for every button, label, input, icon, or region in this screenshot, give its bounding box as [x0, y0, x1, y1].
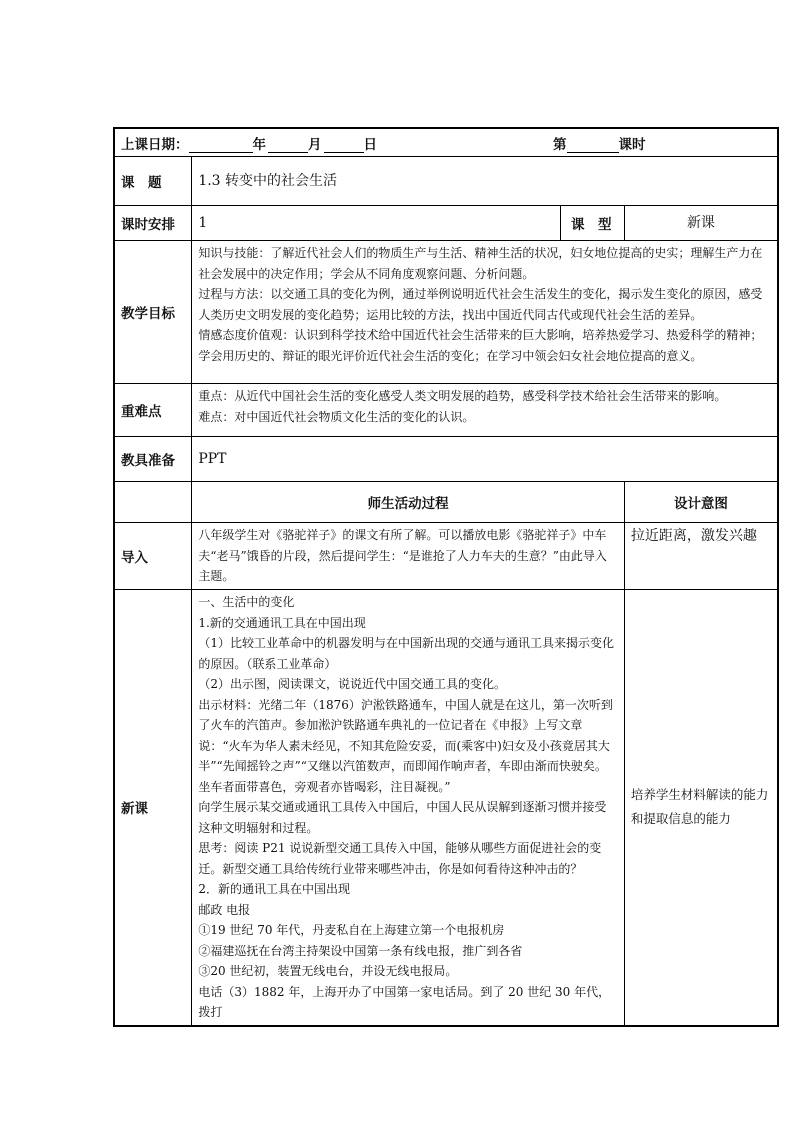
- lesson-line: 一、生活中的变化: [198, 595, 295, 609]
- key-points-label: 重难点: [114, 384, 192, 437]
- key-points-cell: [192, 384, 778, 437]
- key-point: 重点：从近代中国社会生活的变化感受人类文明发展的趋势，感受科学技术给社会生活带来的影响。: [198, 389, 727, 403]
- intent-header: 设计意图: [624, 482, 778, 523]
- type-label: 课 型: [561, 206, 625, 241]
- lesson-line: 2．新的通讯工具在中国出现: [198, 882, 350, 896]
- process-header-row: [114, 482, 778, 523]
- month-blank: [268, 138, 308, 153]
- activity-header: 师生活动过程: [192, 482, 625, 523]
- lesson-line: ②福建巡抚在台湾主持架设中国第一条有线电报，推广到各省: [198, 943, 523, 958]
- topic-label: 课 题: [114, 157, 192, 206]
- period-prefix: 第: [553, 136, 567, 153]
- new-lesson-row: [114, 590, 778, 1026]
- period-suffix: 课时: [618, 136, 646, 153]
- new-lesson-cell: [192, 590, 625, 1026]
- lesson-line: 出示材料：光绪二年（1876）沪淞铁路通车，中国人就是在这儿，第一次听到了火车的汽笛声。参加淞沪铁路通车典礼的一位记者在《申报》上写文章说：“火车为华人素未经见，不知其危险安妥，而(乘客中)妇女及小孩竟居其大半”“先闻摇铃之声”“又继以汽笛数声，而即闻作响声者，车即由渐而快驶矣。坐车者面带喜色，旁观者亦皆喝彩，注目凝视。”: [198, 697, 613, 794]
- materials-label: 教具准备: [114, 437, 192, 482]
- difficult-point: 难点：对中国近代社会物质文化生活的变化的认识。: [198, 409, 475, 424]
- lesson-line: 邮政 电报: [198, 902, 251, 917]
- month-label: 月: [308, 136, 322, 153]
- lesson-line: 向学生展示某交通或通讯工具传入中国后，中国人民从误解到逐渐习惯并接受这种文明辐射和过程。: [198, 800, 607, 835]
- intro-intent: 拉近距离，激发兴趣: [624, 523, 778, 590]
- materials-row: [114, 437, 778, 482]
- day-label: 日: [363, 136, 377, 153]
- period-group: [553, 133, 646, 153]
- lesson-line: 1.新的交通通讯工具在中国出现: [198, 615, 366, 630]
- date-label: 上课日期：: [121, 136, 189, 153]
- objective-process: 过程与方法：以交通工具的变化为例，通过举例说明近代社会生活发生的变化，揭示发生变化的原因，感受人类历史文明发展的变化趋势；运用比较的方法，找出中国近代同古代或现代社会生活的差异。: [198, 287, 763, 322]
- objectives-row: [114, 241, 778, 384]
- lesson-line: （2）出示图，阅读课文，说说近代中国交通工具的变化。: [198, 677, 506, 691]
- lesson-line: 思考：阅读 P21 说说新型交通工具传入中国，能够从哪些方面促进社会的变迁。新型交通工具给传统行业带来哪些冲击，你是如何看待这种冲击的？: [198, 841, 602, 876]
- year-label: 年: [252, 136, 266, 153]
- lesson-line: 电话（3）1882 年，上海开办了中国第一家电话局。到了 20 世纪 30 年代，拨打: [198, 984, 611, 1019]
- objective-attitude: 情感态度价值观：认识到科学技术给中国近代社会生活带来的巨大影响，培养热爱学习、热爱科学的精神；学会用历史的、辩证的眼光评价近代社会生活的变化；在学习中领会妇女社会地位提高的意义。: [198, 328, 763, 363]
- schedule-label: 课时安排: [114, 206, 192, 241]
- new-lesson-intent: 培养学生材料解读的能力和提取信息的能力: [624, 590, 778, 1026]
- day-blank: [324, 138, 364, 153]
- header-row: [114, 128, 778, 157]
- objectives-label: 教学目标: [114, 241, 192, 384]
- lesson-line: （1）比较工业革命中的机器发明与在中国新出现的交通与通讯工具来揭示变化的原因。（联系工业革命）: [198, 636, 614, 671]
- type-value: 新课: [624, 206, 778, 241]
- lesson-line: ③20 世纪初，装置无线电台，并设无线电报局。: [198, 964, 458, 978]
- intro-label: 导入: [114, 523, 192, 590]
- period-blank: [567, 138, 619, 153]
- topic-value: 1.3 转变中的社会生活: [192, 157, 778, 206]
- objectives-cell: [192, 241, 778, 384]
- intro-text: 八年级学生对《骆驼祥子》的课文有所了解。可以播放电影《骆驼祥子》中车夫“老马”饿昏的片段，然后提问学生：“是谁抢了人力车夫的生意？”由此导入主题。: [192, 523, 625, 590]
- year-blank: [189, 138, 253, 153]
- materials-value: PPT: [192, 437, 778, 482]
- lesson-plan-table: [113, 127, 779, 1027]
- objective-knowledge: 知识与技能：了解近代社会人们的物质生产与生活、精神生活的状况，妇女地位提高的史实；理解生产力在社会发展中的决定作用；学会从不同角度观察问题、分析问题。: [198, 246, 763, 281]
- new-lesson-label: 新课: [114, 590, 192, 1026]
- schedule-row: [114, 206, 778, 241]
- schedule-value: 1: [192, 206, 561, 241]
- intro-row: [114, 523, 778, 590]
- key-points-row: [114, 384, 778, 437]
- lesson-line: ①19 世纪 70 年代，丹麦私自在上海建立第一个电报机房: [198, 923, 505, 937]
- topic-row: [114, 157, 778, 206]
